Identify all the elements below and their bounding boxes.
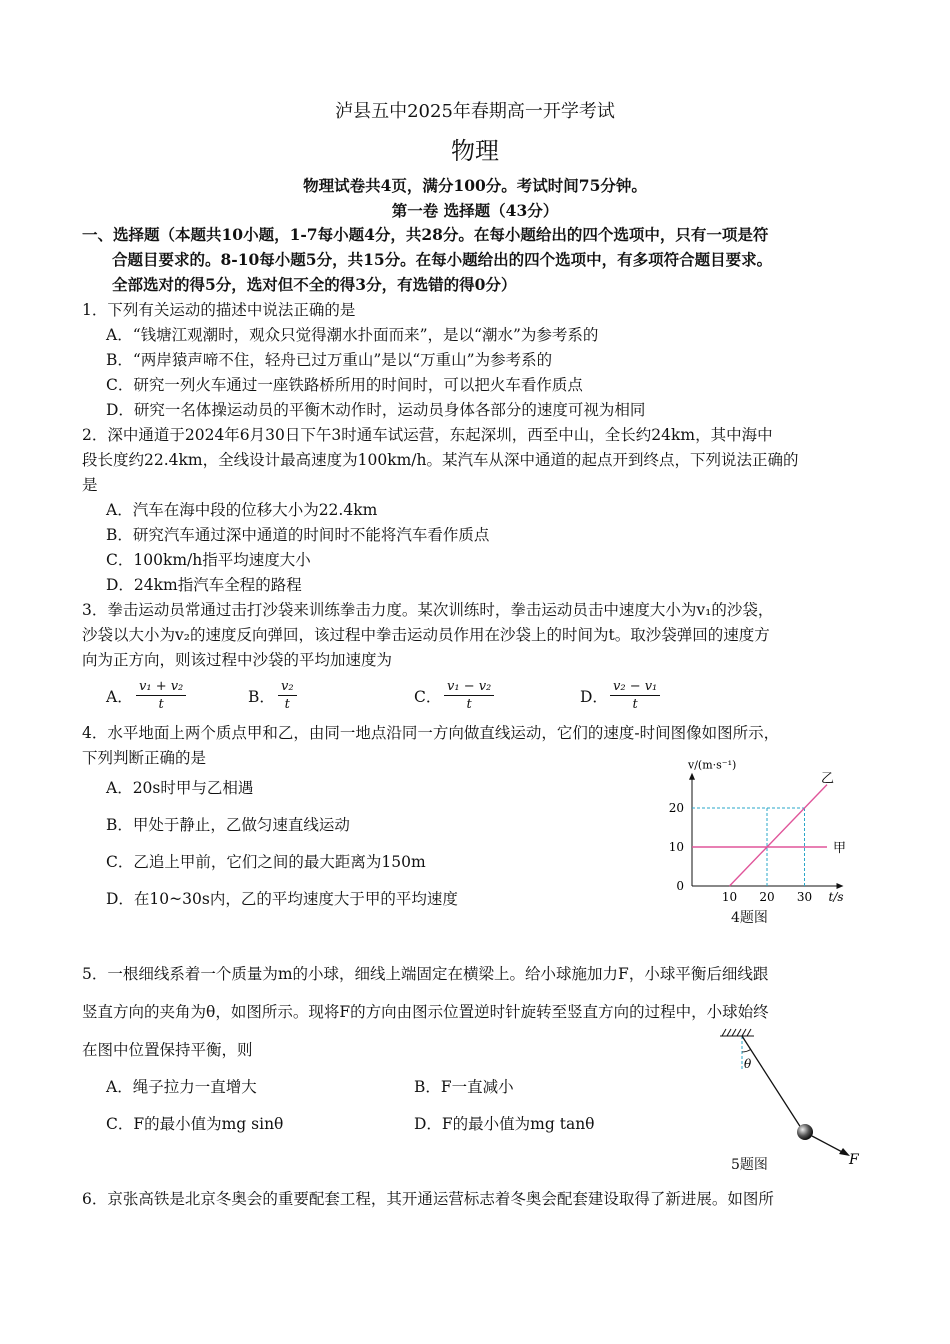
pendulum-figure (710, 1026, 870, 1168)
series-line-yi (730, 785, 828, 886)
exam-info: 物理试卷共4页，满分100分。考试时间75分钟。 (303, 176, 647, 195)
question-3-option-b-label: B． (248, 688, 275, 706)
fraction-numerator: v₁ − v₂ (444, 678, 494, 696)
question-3-option-d-label: D． (580, 688, 608, 706)
x-axis-arrow (837, 883, 844, 889)
question-1-option-b: B．“两岸猿声啼不住，轻舟已过万重山”是以“万重山”为参考系的 (106, 351, 553, 369)
figure-4-caption: 4题图 (731, 910, 768, 926)
string-line (742, 1036, 803, 1131)
question-1-option-c: C．研究一列火车通过一座铁路桥所用的时间时，可以把火车看作质点 (106, 376, 583, 394)
question-4-stem: 下列判断正确的是 (82, 749, 207, 767)
question-5-stem: 5．一根细线系着一个质量为m的小球，细线上端固定在横梁上。给小球施加力F，小球平衡后细线跟 (82, 965, 769, 983)
question-3-option-c-label: C． (414, 688, 442, 706)
question-1-stem: 1．下列有关运动的描述中说法正确的是 (82, 301, 356, 319)
question-1-option-a: A．“钱塘江观潮时，观众只觉得潮水扑面而来”，是以“潮水”为参考系的 (106, 326, 599, 344)
question-4-option-d: D．在10~30s内，乙的平均速度大于甲的平均速度 (106, 890, 458, 908)
y-tick-label: 10 (668, 840, 684, 854)
ball (797, 1124, 813, 1140)
question-5-option-d: D．F的最小值为mg tanθ (414, 1115, 595, 1133)
fraction-denominator: t (158, 697, 164, 712)
question-4-option-a: A．20s时甲与乙相遇 (106, 779, 254, 797)
x-axis-label: t/s (828, 890, 844, 904)
y-tick-label: 0 (676, 879, 684, 893)
series-label-jia: 甲 (833, 841, 847, 856)
question-5-option-b: B．F一直减小 (414, 1078, 514, 1096)
x-tick-label: 30 (796, 890, 813, 904)
part-title: 第一卷 选择题（43分） (391, 201, 559, 220)
question-2-option-d: D．24km指汽车全程的路程 (106, 576, 302, 594)
x-tick-label: 10 (721, 890, 738, 904)
y-axis-arrow (689, 773, 695, 780)
fraction-denominator: t (284, 697, 290, 712)
x-tick-label: 20 (759, 890, 775, 904)
question-2-stem: 2．深中通道于2024年6月30日下午3时通车试运营，东起深圳，西至中山，全长约24km，其中海中 (82, 426, 773, 444)
question-5-stem: 竖直方向的夹角为θ，如图所示。现将F的方向由图示位置逆时针旋转至竖直方向的过程中，小球始终 (82, 1003, 769, 1021)
question-3-option-a-fraction (136, 678, 186, 714)
figure-5-caption: 5题图 (731, 1157, 768, 1173)
subject-title: 物理 (451, 137, 499, 165)
fraction-numerator: v₂ (278, 678, 297, 696)
question-3-stem: 向为正方向，则该过程中沙袋的平均加速度为 (82, 651, 393, 669)
section-instructions-line: 合题目要求的。8-10每小题5分，共15分。在每小题给出的四个选项中，有多项符合题目要求。 (112, 250, 773, 269)
theta-arc (742, 1050, 751, 1053)
series-label-yi: 乙 (821, 771, 835, 787)
question-5-option-a: A．绳子拉力一直增大 (106, 1078, 257, 1096)
question-2-stem: 段长度约22.4km，全线设计最高速度为100km/h。某汽车从深中通道的起点开到终点，下列说法正确的 (82, 451, 799, 469)
question-3-option-d-fraction (610, 678, 660, 714)
question-1-option-d: D．研究一名体操运动员的平衡木动作时，运动员身体各部分的速度可视为相同 (106, 401, 646, 419)
fraction-numerator: v₂ − v₁ (610, 678, 660, 696)
fraction-denominator: t (466, 697, 472, 712)
question-6-stem: 6．京张高铁是北京冬奥会的重要配套工程，其开通运营标志着冬奥会配套建设取得了新进展。如图所 (82, 1190, 774, 1208)
exam-title: 泸县五中2025年春期高一开学考试 (335, 101, 615, 122)
fraction-numerator: v₁ + v₂ (136, 678, 186, 696)
theta-label: θ (744, 1057, 752, 1071)
question-4-option-c: C．乙追上甲前，它们之间的最大距离为150m (106, 853, 426, 871)
question-4-option-b: B．甲处于静止，乙做匀速直线运动 (106, 816, 350, 834)
force-label: F (849, 1152, 859, 1168)
question-3-option-b-fraction (278, 678, 297, 714)
question-2-option-a: A．汽车在海中段的位移大小为22.4km (106, 501, 378, 519)
question-3-option-a-label: A． (106, 688, 133, 706)
question-2-option-b: B．研究汽车通过深中通道的时间时不能将汽车看作质点 (106, 526, 490, 544)
y-axis-label: v/(m·s⁻¹) (688, 758, 737, 772)
question-2-option-c: C．100km/h指平均速度大小 (106, 551, 311, 569)
question-3-stem: 沙袋以大小为v₂的速度反向弹回，该过程中拳击运动员作用在沙袋上的时间为t。取沙袋弹回的速度方 (82, 626, 770, 644)
y-tick-label: 20 (668, 801, 684, 815)
section-instructions-line: 一、选择题（本题共10小题，1-7每小题4分，共28分。在每小题给出的四个选项中，只有一项是符 (82, 225, 769, 244)
velocity-time-chart (660, 752, 860, 912)
question-2-stem: 是 (82, 476, 98, 494)
fraction-denominator: t (632, 697, 638, 712)
question-4-stem: 4．水平地面上两个质点甲和乙，由同一地点沿同一方向做直线运动，它们的速度-时间图像如图所示， (82, 724, 780, 742)
question-5-stem: 在图中位置保持平衡，则 (82, 1041, 253, 1059)
question-3-stem: 3．拳击运动员常通过击打沙袋来训练拳击力度。某次训练时，拳击运动员击中速度大小为v₁的沙袋， (82, 601, 774, 619)
ceiling-hatch (720, 1029, 754, 1036)
section-instructions-line: 全部选对的得5分，选对但不全的得3分，有选错的得0分） (112, 275, 517, 294)
question-3-option-c-fraction (444, 678, 494, 714)
question-5-option-c: C．F的最小值为mg sinθ (106, 1115, 284, 1133)
